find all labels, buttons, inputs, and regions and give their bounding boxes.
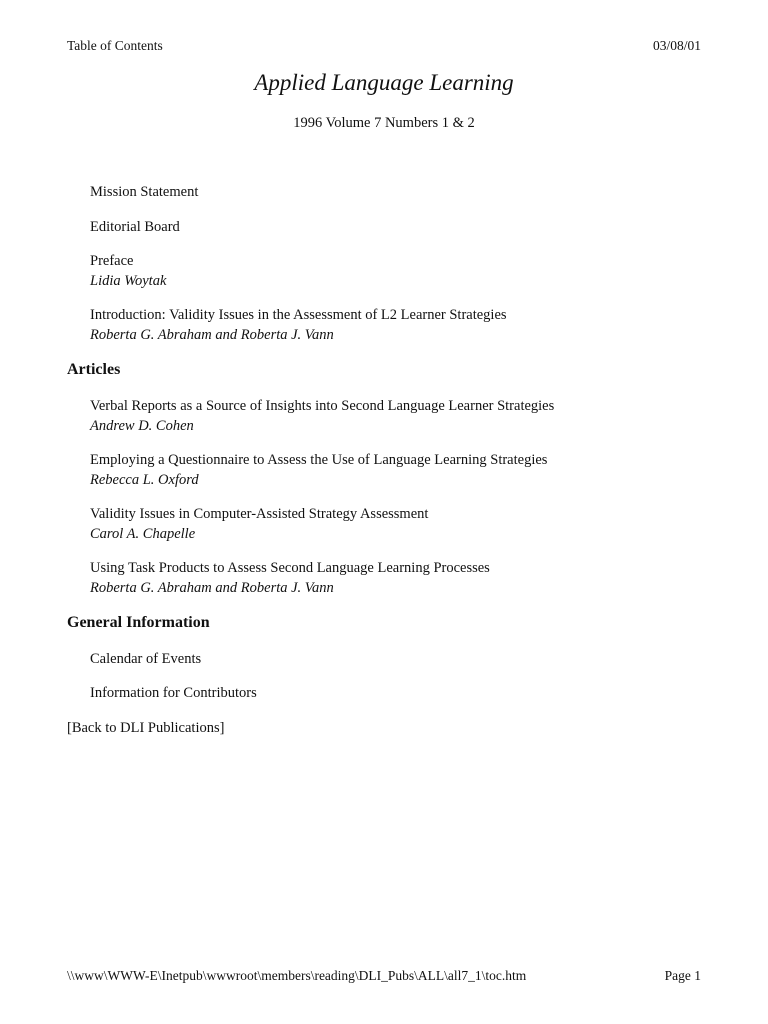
- toc-item-mission-statement[interactable]: [90, 183, 198, 203]
- toc-item-preface[interactable]: [90, 252, 166, 291]
- toc-article-2[interactable]: [90, 451, 547, 490]
- toc-item-author: Roberta G. Abraham and Roberta J. Vann: [90, 579, 334, 596]
- footer-page-number: Page 1: [664, 968, 701, 983]
- footer-file-path: \\www\WWW-E\Inetpub\wwwroot\members\reading\DLI_Pubs\ALL\all7_1\toc.htm: [67, 968, 527, 983]
- document-title: Applied Language Learning: [254, 70, 514, 95]
- toc-item-title[interactable]: Editorial Board: [90, 219, 180, 235]
- toc-item-title[interactable]: Preface: [90, 253, 134, 269]
- toc-item-information-for-contributors[interactable]: [90, 684, 257, 704]
- toc-article-4[interactable]: [90, 559, 490, 598]
- page-header-date: 03/08/01: [652, 38, 701, 53]
- toc-item-title[interactable]: Verbal Reports as a Source of Insights into Second Language Learner Strategies: [90, 398, 555, 414]
- toc-item-author: Carol A. Chapelle: [90, 525, 196, 542]
- toc-item-calendar-of-events[interactable]: [90, 650, 201, 670]
- section-heading-general-information: General Information: [67, 614, 210, 631]
- toc-item-author: Roberta G. Abraham and Roberta J. Vann: [90, 326, 334, 343]
- section-heading-articles: Articles: [67, 361, 121, 378]
- toc-item-author: Lidia Woytak: [90, 272, 167, 289]
- toc-item-title[interactable]: Calendar of Events: [90, 651, 202, 667]
- toc-item-title[interactable]: Introduction: Validity Issues in the Assessment of L2 Learner Strategies: [90, 307, 507, 323]
- toc-item-title[interactable]: Information for Contributors: [90, 685, 257, 701]
- back-to-dli-publications-link[interactable]: [Back to DLI Publications]: [67, 720, 225, 736]
- toc-item-author: Rebecca L. Oxford: [90, 471, 199, 488]
- toc-item-title[interactable]: Validity Issues in Computer-Assisted Strategy Assessment: [90, 506, 429, 522]
- toc-item-title[interactable]: Employing a Questionnaire to Assess the Use of Language Learning Strategies: [90, 452, 548, 468]
- toc-item-editorial-board[interactable]: [90, 218, 180, 238]
- toc-item-title[interactable]: Using Task Products to Assess Second Language Learning Processes: [90, 560, 490, 576]
- toc-article-3[interactable]: [90, 505, 428, 544]
- toc-article-1[interactable]: [90, 397, 554, 436]
- page-header-title: Table of Contents: [67, 38, 163, 53]
- toc-item-title[interactable]: Mission Statement: [90, 184, 199, 200]
- toc-item-introduction[interactable]: [90, 306, 507, 345]
- toc-item-author: Andrew D. Cohen: [90, 417, 194, 434]
- document-subtitle: 1996 Volume 7 Numbers 1 & 2: [293, 115, 475, 131]
